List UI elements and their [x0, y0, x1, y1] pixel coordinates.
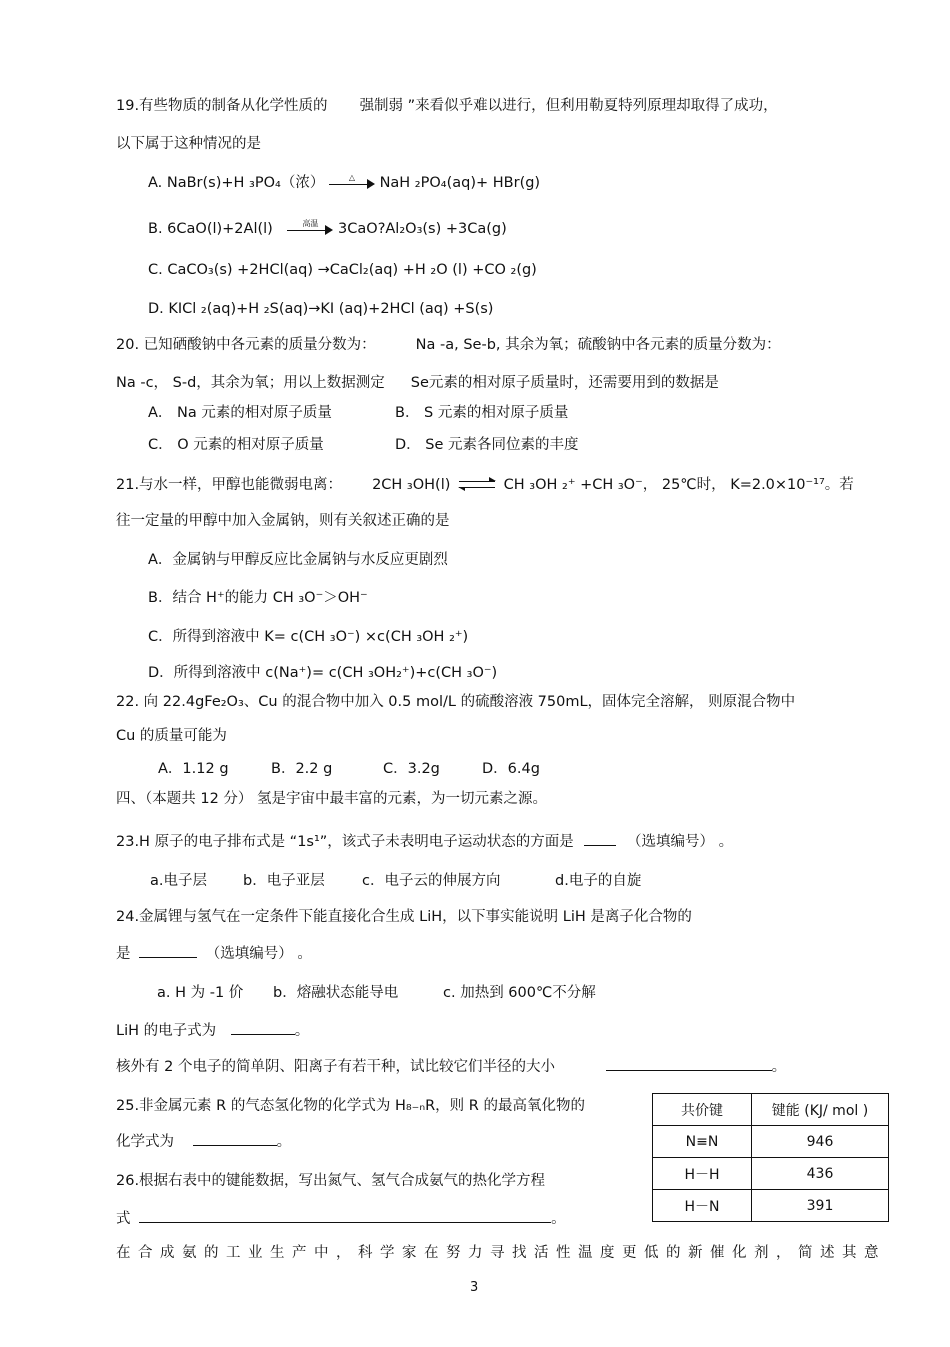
- high-temp-arrow-icon: 高温: [287, 222, 333, 236]
- table-header-cell: 键能 (KJ/ mol ): [752, 1094, 889, 1126]
- q26-stem-line3: 在合成氨的工业生产中，科学家在努力寻找活性温度更低的新催化剂，简述其意: [116, 1245, 886, 1261]
- q23-stem: 23.H 原子的电子排布式是 “1s¹”，该式子未表明电子运动状态的方面是 （选填编号） 。: [116, 831, 733, 852]
- q24-lih-electron-formula: LiH 的电子式为 。: [116, 1020, 309, 1041]
- q25-stem-line1: 25.非金属元素 R 的气态氢化物的化学式为 H₈₋ₙR，则 R 的最高氧化物的: [116, 1098, 585, 1114]
- q20-stem-line2: Na -c， S-d，其余为氧；用以上数据测定 Se元素的相对原子质量时，还需要用到的数据是: [116, 375, 719, 391]
- equilibrium-arrow-icon: [459, 478, 495, 492]
- q19-option-c: C. CaCO₃(s) +2HCl(aq) →CaCl₂(aq) +H ₂O (l) +CO ₂(g): [148, 262, 537, 278]
- q22-stem-line1: 22. 向 22.4gFe₂O₃、Cu 的混合物中加入 0.5 mol/L 的硫酸溶液 750mL，固体完全溶解， 则原混合物中: [116, 694, 796, 710]
- q24-stem-line2: 是 （选填编号） 。: [116, 943, 312, 964]
- q26-stem-line1: 26.根据右表中的键能数据，写出氮气、氢气合成氨气的热化学方程: [116, 1173, 546, 1189]
- q19-stem-line1: 19.有些物质的制备从化学性质的 强制弱 ”来看似乎难以进行，但利用勒夏特列原理却取得了成功，: [116, 98, 778, 114]
- table-header-row: [653, 1094, 889, 1126]
- lih-formula-blank[interactable]: [231, 1020, 295, 1035]
- table-row: [653, 1158, 889, 1190]
- heat-arrow-icon: △: [329, 176, 375, 190]
- q22-option-d: D．6.4g: [482, 761, 540, 777]
- table-cell: H－H: [653, 1158, 752, 1190]
- q24-stem-line1: 24.金属锂与氢气在一定条件下能直接化合生成 LiH，以下事实能说明 LiH 是离子化合物的: [116, 909, 692, 925]
- table-cell: 946: [752, 1126, 889, 1158]
- q20-stem-line1: 20. 已知硒酸钠中各元素的质量分数为： Na -a, Se-b, 其余为氧；硫酸钠中各元素的质量分数为：: [116, 337, 781, 353]
- radius-answer-blank[interactable]: [606, 1056, 772, 1071]
- table-cell: 391: [752, 1190, 889, 1222]
- q21-option-c: C．所得到溶液中 K= c(CH ₃O⁻) ×c(CH ₃OH ₂⁺): [148, 629, 469, 645]
- q25-answer-blank[interactable]: [193, 1131, 277, 1146]
- q19-option-b: B. 6CaO(l)+2Al(l) 高温 3CaO?Al₂O₃(s) +3Ca(g): [148, 219, 507, 237]
- q23-option-b: b．电子亚层: [243, 873, 325, 889]
- q20-option-d: D． Se 元素各同位素的丰度: [395, 437, 579, 453]
- q20-option-b: B． S 元素的相对原子质量: [395, 405, 569, 421]
- table-cell: N≡N: [653, 1126, 752, 1158]
- q22-option-b: B．2.2 g: [271, 761, 333, 777]
- q24-answer-blank[interactable]: [139, 943, 197, 958]
- q19-stem-line2: 以下属于这种情况的是: [116, 136, 261, 152]
- q21-stem-line1: 21.与水一样，甲醇也能微弱电离： 2CH ₃OH(l) CH ₃OH ₂⁺ +CH ₃O⁻， 25℃时， K=2.0×10⁻¹⁷。若: [116, 477, 854, 493]
- q22-option-c: C．3.2g: [383, 761, 440, 777]
- q23-option-d: d.电子的自旋: [555, 873, 642, 889]
- page-number: 3: [470, 1280, 479, 1295]
- q26-equation-blank[interactable]: [139, 1208, 551, 1223]
- table-cell: 436: [752, 1158, 889, 1190]
- q24-radius-compare: 核外有 2 个电子的简单阴、阳离子有若干种，试比较它们半径的大小 。: [116, 1056, 786, 1077]
- q23-answer-blank[interactable]: [584, 831, 616, 846]
- q22-stem-line2: Cu 的质量可能为: [116, 728, 227, 744]
- table-header-cell: 共价键: [653, 1094, 752, 1126]
- table-cell: H－N: [653, 1190, 752, 1222]
- q25-stem-line2: 化学式为 。: [116, 1131, 291, 1152]
- table-row: [653, 1190, 889, 1222]
- q20-option-a: A． Na 元素的相对原子质量: [148, 405, 332, 421]
- q21-stem-line2: 往一定量的甲醇中加入金属钠，则有关叙述正确的是: [116, 513, 450, 529]
- q20-option-c: C． O 元素的相对原子质量: [148, 437, 324, 453]
- bond-energy-table: [652, 1093, 889, 1222]
- q23-option-c: c．电子云的伸展方向: [362, 873, 501, 889]
- q22-option-a: A．1.12 g: [158, 761, 229, 777]
- q21-option-a: A．金属钠与甲醇反应比金属钠与水反应更剧烈: [148, 552, 448, 568]
- q19-option-d: D. KICl ₂(aq)+H ₂S(aq)→KI (aq)+2HCl (aq) +S(s): [148, 301, 494, 317]
- q21-option-d: D．所得到溶液中 c(Na⁺)= c(CH ₃OH₂⁺)+c(CH ₃O⁻): [148, 665, 498, 681]
- q24-option-a: a. H 为 -1 价: [157, 985, 244, 1001]
- q24-option-c: c. 加热到 600℃不分解: [443, 985, 596, 1001]
- q19-option-a: A. NaBr(s)+H ₃PO₄（浓） △ NaH ₂PO₄(aq)+ HBr(g): [148, 173, 541, 191]
- q24-option-b: b．熔融状态能导电: [273, 985, 399, 1001]
- q23-option-a: a.电子层: [150, 873, 207, 889]
- table-row: [653, 1126, 889, 1158]
- section-4-heading: 四、（本题共 12 分） 氢是宇宙中最丰富的元素，为一切元素之源。: [116, 791, 548, 807]
- q21-option-b: B．结合 H⁺的能力 CH ₃O⁻＞OH⁻: [148, 590, 368, 606]
- q26-stem-line2: 式 。: [116, 1208, 566, 1229]
